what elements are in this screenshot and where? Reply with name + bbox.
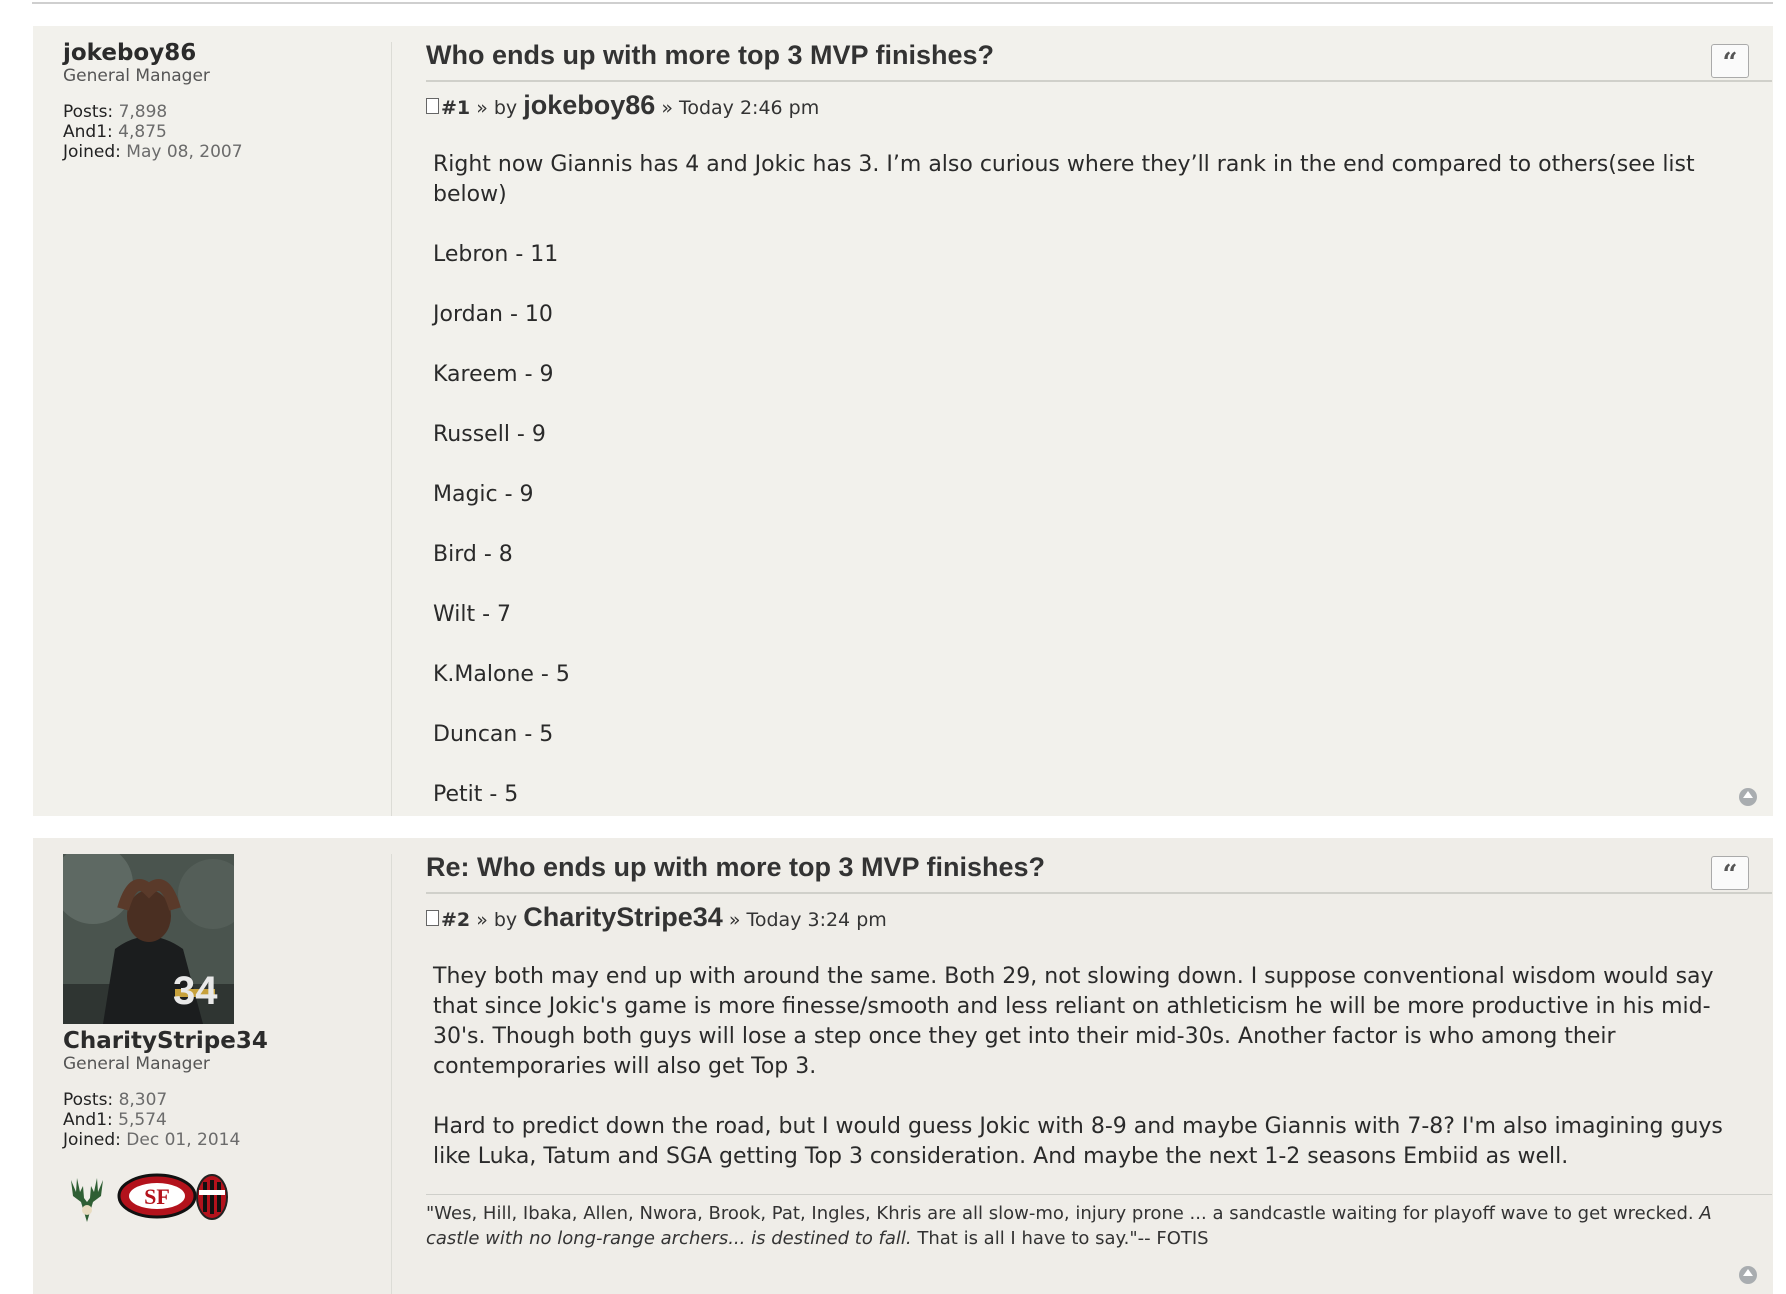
list-item: Petit - 5 [433,782,519,807]
signature-italic: A castle with no long-range archers... is destined to fall. [426,1203,1712,1249]
username[interactable]: jokeboy86 [63,40,197,66]
by-label: » by [476,909,518,931]
niners-badge-text: SF [144,1184,170,1209]
stat-and1: And1: 4,875 [63,122,167,142]
top-divider [32,2,1773,4]
list-item: Magic - 9 [433,482,534,507]
49ers-logo-icon [117,1172,197,1220]
back-to-top-icon[interactable] [1739,788,1757,806]
post-title[interactable]: Who ends up with more top 3 MVP finishes? [426,40,995,70]
post-paragraph: Hard to predict down the road, but I would guess Jokic with 8-9 and maybe Giannis with 7-8? I'm also imagining guys like Luka, Tatum and SGA getting Top 3 consideration. And maybe the next 1-2 seasons Embiid as well. [433,1114,1723,1169]
post-body [426,850,1755,1294]
quote-button[interactable]: “ [1711,44,1749,78]
username[interactable]: CharityStripe34 [63,1028,268,1054]
user-rank: General Manager [63,66,210,86]
list-item: Bird - 8 [433,542,513,567]
post-intro: Right now Giannis has 4 and Jokic has 3. I’m also curious where they’ll rank in the end compared to others(see list below) [433,152,1695,207]
bucks-logo-icon [67,1172,107,1224]
list-item: Lebron - 11 [433,242,559,267]
list-item: Kareem - 9 [433,362,554,387]
post-body [426,38,1755,816]
title-divider [426,80,1772,82]
list-item: Wilt - 7 [433,602,512,627]
list-item: Jordan - 10 [433,302,553,327]
stat-and1: And1: 5,574 [63,1110,167,1130]
stat-joined: Joined: May 08, 2007 [63,142,243,162]
post-profile [63,40,363,162]
column-divider [391,854,392,1294]
stat-joined: Joined: Dec 01, 2014 [63,1130,241,1150]
post-time: » Today 2:46 pm [661,97,820,119]
post-author[interactable]: jokeboy86 [523,90,656,120]
list-item: Russell - 9 [433,422,546,447]
column-divider [391,42,392,816]
stat-posts: Posts: 7,898 [63,102,168,122]
post-meta [426,902,1755,932]
by-label: » by [476,97,518,119]
post-profile [63,852,363,1226]
post-content [433,150,1755,810]
post-number[interactable]: #2 [441,909,471,931]
user-rank: General Manager [63,1054,210,1074]
post-2 [33,838,1773,1294]
signature: "Wes, Hill, Ibaka, Allen, Nwora, Brook, Pat, Ingles, Khris are all slow-mo, injury prone ... a sandcastle waiting for playoff wave to get wrecked. A castle with no long-range archers... is destined to fall. That is all I have to say."-- FOTIS [426,1203,1712,1249]
team-badges [63,1172,363,1226]
post-number[interactable]: #1 [441,97,471,119]
post-link-icon[interactable] [426,910,439,926]
post-link-icon[interactable] [426,98,439,114]
list-item: K.Malone - 5 [433,662,570,687]
quote-button[interactable]: “ [1711,856,1749,890]
ac-milan-logo-icon [195,1172,229,1222]
post-1 [33,26,1773,816]
post-paragraph: They both may end up with around the same. Both 29, not slowing down. I suppose conventional wisdom would say that since Jokic's game is more finesse/smooth and less reliant on athleticism he will be more productive in his mid-30's. Though both guys will lose a step once they get into their mid-30s. Another factor is who among their contemporaries will also get Top 3. [433,964,1714,1079]
stat-posts: Posts: 8,307 [63,1090,168,1110]
avatar-image [63,854,234,1024]
post-meta [426,90,1755,120]
avatar[interactable] [63,854,234,1024]
signature-divider [426,1194,1772,1195]
avatar-jersey-number: 34 [173,969,218,1013]
post-content [433,962,1755,1172]
title-divider [426,892,1772,894]
post-author[interactable]: CharityStripe34 [523,902,723,932]
post-title[interactable]: Re: Who ends up with more top 3 MVP finishes? [426,852,1046,882]
post-time: » Today 3:24 pm [728,909,887,931]
list-item: Duncan - 5 [433,722,554,747]
back-to-top-icon[interactable] [1739,1266,1757,1284]
